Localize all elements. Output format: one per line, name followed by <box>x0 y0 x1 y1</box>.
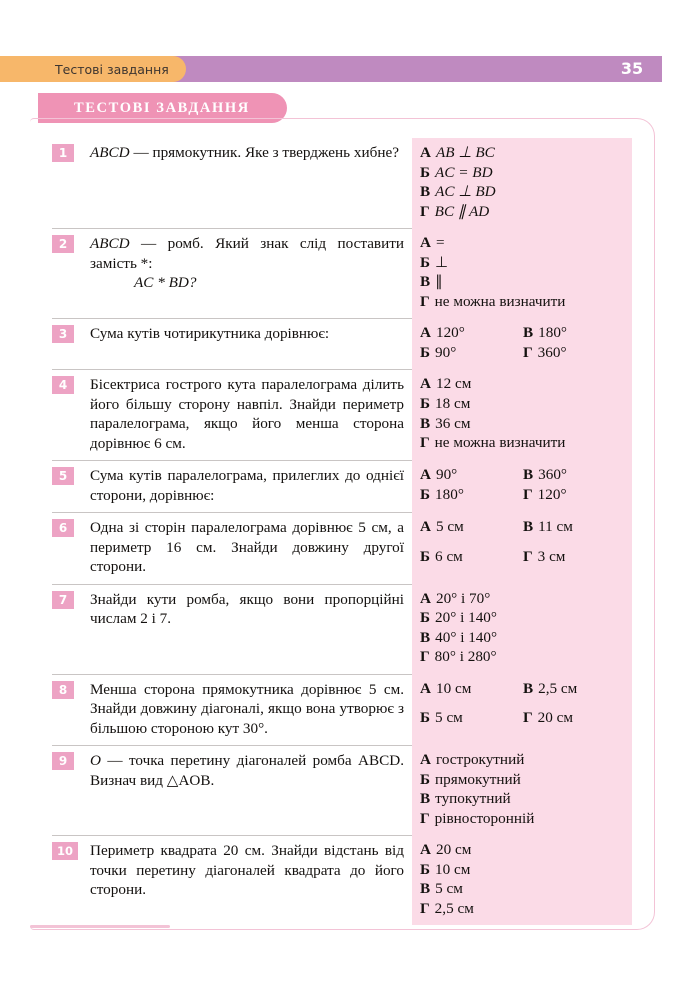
answer-option[interactable] <box>523 323 626 343</box>
answer-value: прямокутний <box>435 770 521 788</box>
answer-label: В <box>420 880 431 897</box>
quiz-row <box>52 674 632 746</box>
answer-value: 20° і 70° <box>435 589 491 607</box>
answer-value: 5 см <box>435 880 463 897</box>
question-math-label: ABCD <box>90 235 130 252</box>
answer-value: 360° <box>537 343 567 361</box>
answer-label: В <box>420 628 431 646</box>
question-text: O — точка перетину діагоналей ромба ABCD. Визнач вид △AOB. <box>82 745 412 835</box>
answer-options <box>412 584 632 674</box>
answer-option[interactable] <box>420 485 523 505</box>
answer-label: А <box>420 751 431 768</box>
page-number: 35 <box>620 59 644 78</box>
answer-option[interactable] <box>420 292 626 312</box>
question-number-badge: 7 <box>52 591 74 609</box>
answer-value: 36 см <box>435 414 471 432</box>
question-text: Менша сторона прямокутника дорівнює 5 см. Знайди довжину діагоналі, якщо вона утворює з більшою стороною кут 30°. <box>82 674 412 746</box>
answer-value: 18 см <box>435 394 471 412</box>
answer-option[interactable] <box>420 750 626 770</box>
answer-option[interactable] <box>420 343 523 363</box>
answer-option[interactable] <box>420 899 626 919</box>
quiz-row <box>52 138 632 228</box>
answer-option[interactable] <box>420 860 626 880</box>
answer-value: 10 см <box>435 679 472 697</box>
answer-label: Г <box>420 809 430 827</box>
answer-value: ⊥ <box>435 253 449 271</box>
question-number-badge: 4 <box>52 376 74 394</box>
answer-label: Г <box>523 486 533 503</box>
answer-label: А <box>420 518 431 535</box>
answer-label: Б <box>420 609 431 626</box>
answer-label: В <box>420 273 431 290</box>
quiz-row <box>52 369 632 460</box>
question-text: Знайди кути ромба, якщо вони пропорційні числам 2 і 7. <box>82 584 412 674</box>
frame-bottom-rule <box>30 925 170 928</box>
answer-value: 360° <box>538 466 567 483</box>
answer-value: не можна визначити <box>434 292 566 310</box>
answer-option[interactable] <box>523 343 626 363</box>
answer-options <box>412 512 632 584</box>
answer-value: 90° <box>435 466 458 483</box>
answer-value: 20 см <box>435 841 472 858</box>
answer-value: 12 см <box>435 375 472 392</box>
question-number-cell <box>52 835 82 925</box>
answer-value: гострокутний <box>435 751 525 768</box>
answer-option[interactable] <box>523 465 626 485</box>
answer-option[interactable] <box>420 465 523 485</box>
answer-option[interactable] <box>420 163 626 183</box>
quiz-row <box>52 228 632 318</box>
answer-label: Г <box>420 648 430 665</box>
question-text: ABCD — ромб. Який знак слід поставити замість *: AC * BD? <box>82 228 412 318</box>
answer-label: А <box>420 466 431 483</box>
answer-value: тупокутний <box>435 790 511 807</box>
running-head-title: Тестові завдання <box>55 62 169 77</box>
answer-option[interactable] <box>420 789 626 809</box>
quiz-row <box>52 512 632 584</box>
answer-label: Б <box>420 163 431 181</box>
question-math-label: O <box>90 752 101 769</box>
answer-option[interactable] <box>420 374 626 394</box>
question-number-cell <box>52 228 82 318</box>
answer-label: Г <box>420 434 430 452</box>
answer-option[interactable] <box>420 433 626 453</box>
answer-value: 90° <box>435 343 457 361</box>
answer-label: В <box>420 414 431 432</box>
question-text: Одна зі сторін паралелограма дорівнює 5 см, а периметр 16 см. Знайди довжину другої сторони. <box>82 512 412 584</box>
answer-value: AC = BD <box>435 163 493 181</box>
answer-label: А <box>420 841 431 858</box>
question-number-cell <box>52 138 82 228</box>
answer-value: 20 см <box>537 709 574 727</box>
answer-label: Б <box>420 860 431 878</box>
question-math-label: ABCD <box>90 144 130 161</box>
question-number-cell <box>52 318 82 369</box>
question-number-badge: 8 <box>52 681 74 699</box>
quiz-row <box>52 318 632 369</box>
question-text: ABCD — прямокутник. Яке з тверджень хибне? <box>90 144 399 161</box>
answer-option[interactable] <box>420 708 523 738</box>
question-number-cell <box>52 745 82 835</box>
answer-label: Г <box>420 202 430 220</box>
answer-label: А <box>420 324 431 341</box>
answer-option[interactable] <box>420 272 626 292</box>
answer-option[interactable] <box>420 589 626 609</box>
answer-value: 180° <box>538 324 567 341</box>
answer-options <box>412 318 632 369</box>
answer-value: 120° <box>435 324 465 341</box>
answer-option[interactable] <box>420 143 626 163</box>
answer-value: не можна визначити <box>434 434 566 452</box>
answer-option[interactable] <box>420 414 626 434</box>
answer-value: 11 см <box>538 518 573 535</box>
answer-label: Г <box>420 292 430 310</box>
answer-value: 2,5 см <box>434 899 474 917</box>
quiz-table <box>52 138 632 925</box>
answer-value: 40° і 140° <box>435 628 498 646</box>
answer-value: = <box>435 234 445 251</box>
question-number-cell <box>52 369 82 460</box>
answer-option[interactable] <box>420 202 626 222</box>
answer-option[interactable] <box>523 547 626 577</box>
question-text: Сума кутів паралелограма, прилеглих до однієї сторони, дорівнює: <box>82 460 412 512</box>
answer-option[interactable] <box>420 879 626 899</box>
answer-value: 80° і 280° <box>434 648 497 665</box>
answer-value: AB ⊥ BC <box>435 144 495 161</box>
answer-value: 5 см <box>435 518 464 535</box>
answer-options <box>412 835 632 925</box>
question-number-cell <box>52 512 82 584</box>
answer-label: Б <box>420 547 431 565</box>
answer-label: Б <box>420 770 431 788</box>
answer-label: Г <box>523 343 533 361</box>
answer-option[interactable] <box>523 485 626 505</box>
question-number-badge: 5 <box>52 467 74 485</box>
answer-option[interactable] <box>523 679 626 709</box>
answer-option[interactable] <box>523 517 626 547</box>
question-number-cell <box>52 460 82 512</box>
answer-option[interactable] <box>420 840 626 860</box>
answer-options <box>412 228 632 318</box>
answer-option[interactable] <box>420 323 523 343</box>
answer-value: 10 см <box>435 860 471 878</box>
answer-value: ∥ <box>435 273 443 290</box>
answer-option[interactable] <box>523 708 626 738</box>
answer-option[interactable] <box>420 547 523 577</box>
quiz-row <box>52 460 632 512</box>
answer-label: Б <box>420 253 431 271</box>
answer-value: 6 см <box>435 547 463 565</box>
answer-value: 20° і 140° <box>435 609 497 626</box>
answer-value: 120° <box>537 486 567 503</box>
answer-option[interactable] <box>420 517 523 547</box>
question-text: Периметр квадрата 20 см. Знайди відстань від точки перетину діагоналей квадрата до його сторони. <box>82 835 412 925</box>
answer-label: В <box>420 790 431 807</box>
answer-label: А <box>420 375 431 392</box>
answer-label: В <box>523 466 534 483</box>
question-number-badge: 10 <box>52 842 78 860</box>
answer-label: А <box>420 679 431 697</box>
answer-options <box>412 138 632 228</box>
answer-label: В <box>420 183 431 200</box>
answer-option[interactable] <box>420 770 626 790</box>
answer-label: В <box>523 324 534 341</box>
answer-value: 2,5 см <box>538 679 578 697</box>
answer-value: 3 см <box>537 547 566 565</box>
question-number-cell <box>52 674 82 746</box>
answer-options <box>412 460 632 512</box>
answer-options <box>412 369 632 460</box>
question-number-badge: 9 <box>52 752 74 770</box>
running-head <box>0 56 662 82</box>
answer-label: А <box>420 144 431 161</box>
answer-option[interactable] <box>420 608 626 628</box>
question-text: Бісектриса гострого кута паралелограма ділить його більшу сторону навпіл. Знайди периметр паралелограма, якщо його менша сторона дорівнює 6 см. <box>82 369 412 460</box>
question-number-cell <box>52 584 82 674</box>
answer-value: 180° <box>435 486 464 503</box>
quiz-row <box>52 745 632 835</box>
answer-option[interactable] <box>420 809 626 829</box>
answer-options <box>412 745 632 835</box>
quiz-row <box>52 584 632 674</box>
answer-option[interactable] <box>420 253 626 273</box>
answer-label: А <box>420 589 431 607</box>
question-text: Сума кутів чотирикутника дорівнює: <box>82 318 412 369</box>
answer-option[interactable] <box>420 628 626 648</box>
answer-options <box>412 674 632 746</box>
question-number-badge: 1 <box>52 144 74 162</box>
question-number-badge: 2 <box>52 235 74 253</box>
answer-label: В <box>523 518 534 535</box>
answer-label: А <box>420 234 431 251</box>
answer-label: Б <box>420 709 431 727</box>
answer-option[interactable] <box>420 182 626 202</box>
answer-label: Б <box>420 486 431 503</box>
question-number-badge: 6 <box>52 519 74 537</box>
answer-label: Г <box>523 709 533 727</box>
answer-label: Г <box>420 899 430 917</box>
answer-value: AC ⊥ BD <box>435 183 496 200</box>
answer-option[interactable] <box>420 647 626 667</box>
quiz-row <box>52 835 632 925</box>
answer-option[interactable] <box>420 679 523 709</box>
answer-option[interactable] <box>420 233 626 253</box>
answer-label: Г <box>523 547 533 565</box>
question-number-badge: 3 <box>52 325 74 343</box>
answer-option[interactable] <box>420 394 626 414</box>
question-expression: AC * BD? <box>134 274 197 291</box>
answer-label: Б <box>420 343 431 361</box>
section-banner-title: ТЕСТОВІ ЗАВДАННЯ <box>74 100 250 116</box>
answer-value: 5 см <box>435 709 463 727</box>
answer-value: BC ∥ AD <box>434 202 490 220</box>
answer-value: рівносторонній <box>434 809 535 827</box>
answer-label: Б <box>420 394 431 412</box>
answer-label: В <box>523 679 534 697</box>
